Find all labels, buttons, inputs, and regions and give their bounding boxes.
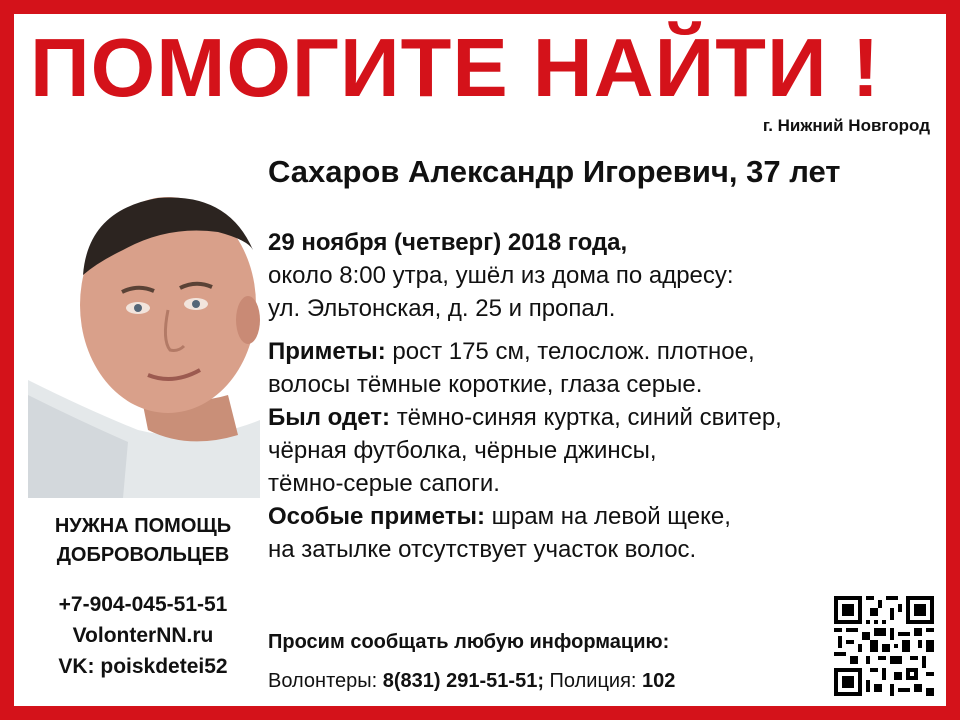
police-phone[interactable]: 102: [642, 670, 676, 692]
contact-vk[interactable]: VK: poiskdetei52: [58, 655, 228, 678]
police-label: Полиция:: [549, 670, 637, 692]
missing-person-photo: [28, 180, 260, 498]
headline: ПОМОГИТЕ НАЙТИ !: [30, 21, 881, 114]
signs-line: [268, 335, 943, 368]
special-line-2: на затылке отсутствует участок волос.: [268, 536, 697, 563]
contact-website[interactable]: VolonterNN.ru: [72, 624, 214, 647]
special-label: Особые приметы:: [268, 503, 485, 530]
volunteers-call: [18, 512, 268, 570]
special-line: [268, 500, 943, 533]
clothes-line-2: чёрная футболка, чёрные джинсы,: [268, 437, 657, 464]
volunteers-line-2: ДОБРОВОЛЬЦЕВ: [56, 544, 230, 566]
clothes-line-3: тёмно-серые сапоги.: [268, 470, 500, 497]
clothes-text: тёмно-синяя куртка, синий свитер,: [396, 404, 782, 431]
person-name: Сахаров Александр Игоревич, 37 лет: [268, 154, 841, 189]
contacts-block: [18, 589, 268, 682]
address-line: ул. Эльтонская, д. 25 и пропал.: [268, 295, 616, 322]
volunteers-phone-label: Волонтеры:: [268, 670, 378, 692]
request-line: Просим сообщать любую информацию:: [268, 631, 670, 653]
clothes-line: [268, 401, 943, 434]
qr-code-icon[interactable]: [834, 596, 934, 696]
volunteers-phone[interactable]: 8(831) 291-51-51;: [382, 670, 544, 692]
contact-phone[interactable]: +7-904-045-51-51: [58, 593, 228, 616]
phones-line: [268, 670, 828, 693]
date-line: 29 ноября (четверг) 2018 года,: [268, 229, 628, 256]
volunteers-line-1: НУЖНА ПОМОЩЬ: [54, 515, 232, 537]
signs-line-2: волосы тёмные короткие, глаза серые.: [268, 371, 703, 398]
clothes-label: Был одет:: [268, 404, 391, 431]
special-text: шрам на левой щеке,: [491, 503, 731, 530]
signs-text: рост 175 см, телослож. плотное,: [392, 338, 755, 365]
time-line: около 8:00 утра, ушёл из дома по адресу:: [268, 262, 734, 289]
city-label: г. Нижний Новгород: [762, 116, 930, 135]
signs-label: Приметы:: [268, 338, 386, 365]
person-photo-illustration: [28, 180, 260, 498]
details-block: [268, 226, 943, 566]
